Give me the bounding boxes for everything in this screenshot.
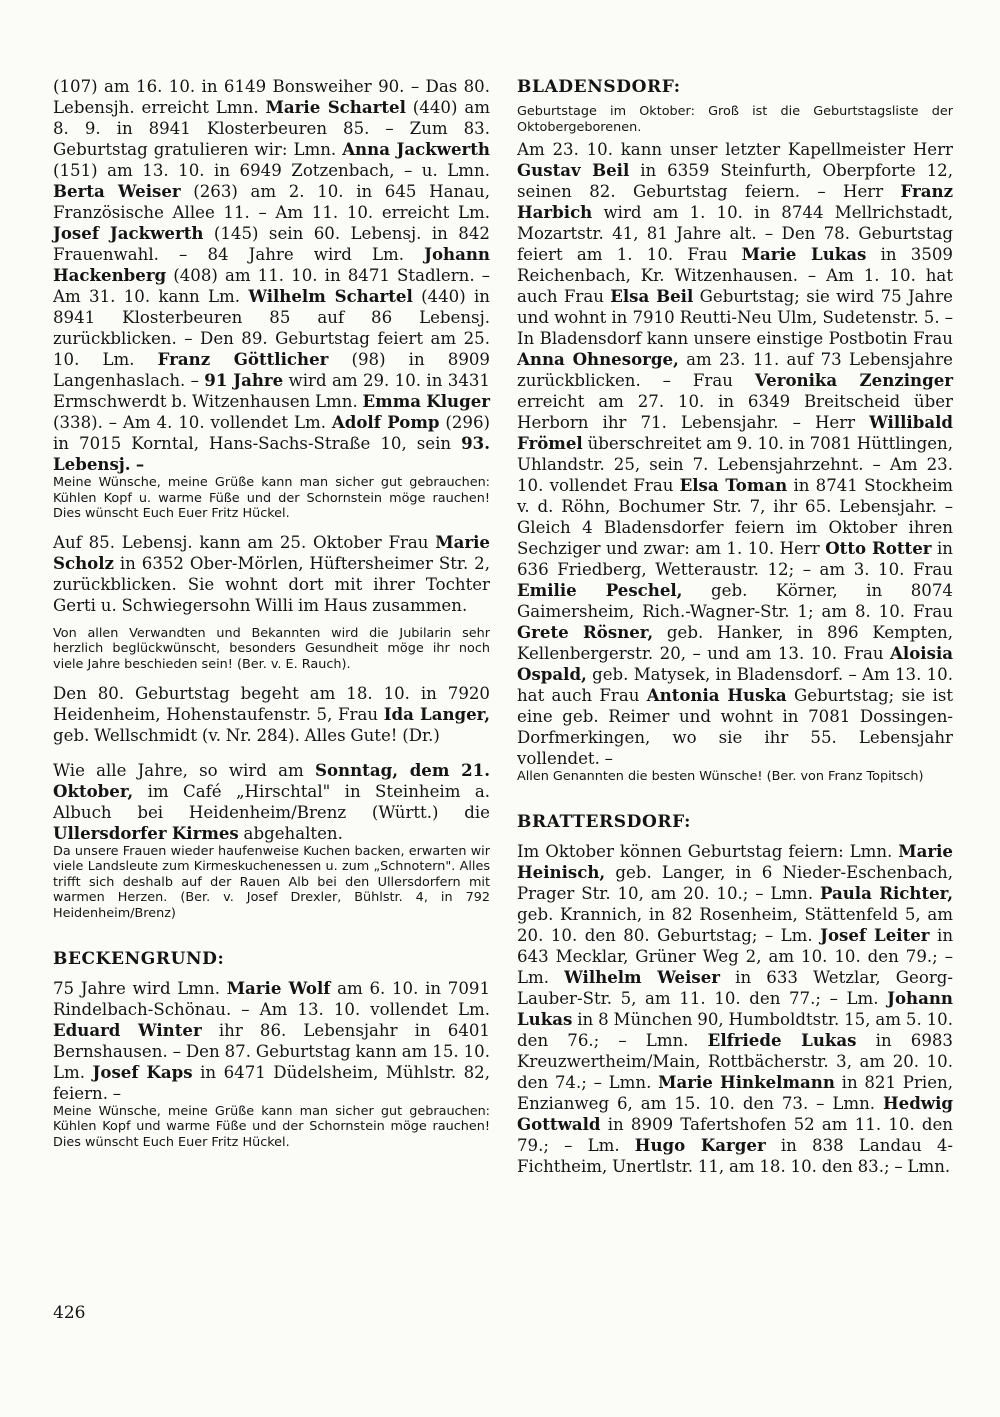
text-run: in 6471 Düdelsheim, Mühlstr. 82, feiern. – [53, 1062, 490, 1103]
person-name: Josef Kaps [92, 1061, 193, 1082]
person-name: Berta Weiser [53, 181, 181, 201]
section-heading-beckengrund: BECKENGRUND: [53, 948, 225, 969]
text-run: in 643 Mecklar, Grüner Weg 2, am 10. 10. den 79.; – Lm. [517, 925, 953, 987]
text-run: Auf 85. Lebensj. kann am 25. Oktober Frau [53, 532, 436, 552]
text-run: geb. Krannich, in 82 Rosenheim, Stättenfeld 5, am 20. 10. den 80. Geburtstag; – Lm. [517, 904, 953, 945]
person-name: Marie Heinisch, [517, 840, 953, 882]
kirmes-announcement [53, 760, 490, 844]
person-name: Anna Jackwerth [342, 139, 490, 159]
text-run: geb. Matysek, in Bladensdorf. – Am 13. 10. hat auch Frau [517, 665, 953, 706]
text-run: in 821 Prien, Enzianweg 6, am 15. 10. den 73. – Lmn. [517, 1072, 953, 1113]
text-run: (151) am 13. 10. in 6949 Zotzenbach, – u. Lmn. [53, 161, 490, 180]
text-run: (440) in 8941 Klosterbeuren 85 auf 86 Lebensj. zurückblicken. – Den 89. Geburtstag feiert am 25. 10. Lm. [53, 287, 490, 369]
text-run: im Café „Hirschtal" in Steinheim a. Albuch bei Heidenheim/Brenz (Württ.) die [53, 781, 490, 822]
text-run: (408) am 11. 10. in 8471 Stadlern. – Am 31. 10. kann Lm. [53, 266, 490, 306]
person-name: Ida Langer, [383, 703, 490, 724]
person-name: Emma Kluger [362, 391, 491, 411]
text-run: in 838 Landau 4-Fichtheim, Unertlstr. 11, am 18. 10. den 83.; – Lmn. [517, 1135, 953, 1176]
text-run: überschreitet am 9. 10. in 7081 Hüttlingen, Uhlandstr. 25, sein 7. Lebensjahrzehnt. – Am 23. 10. vollendet Frau [517, 434, 953, 496]
event-date: Sonntag, dem 21. Oktober, [53, 759, 491, 801]
section-heading-brattersdorf: BRATTERSDORF: [517, 811, 692, 832]
text-run: in 8909 Tafertshofen 52 am 11. 10. den 79.; – Lm. [517, 1114, 953, 1155]
brattersdorf-paragraph [517, 841, 953, 1177]
person-name: Johann Hackenberg [53, 244, 490, 285]
text-run: in 6983 Kreuzwertheim/Main, Rottbächerstr. 3, am 20. 10. den 74.; – Lmn. [517, 1030, 953, 1092]
person-name: Eduard Winter [53, 1019, 202, 1040]
text-run: Geburtstag; sie wird 75 Jahre und wohnt in 7910 Reutti-Neu Ulm, Sudetenstr. 5. – In Bladensdorf kann unsere einstige Postbotin Frau [517, 287, 953, 349]
text-run: in 3509 Reichenbach, Kr. Witzenhausen. – Am 1. 10. hat auch Frau [517, 245, 953, 307]
text-run: in 6359 Steinfurth, Oberpforte 12, seinen 82. Geburtstag feiern. – Herr [517, 161, 953, 202]
emphasis: 91 Jahre [204, 370, 284, 390]
person-name: Marie Scholz [53, 531, 490, 573]
text-run: Geburtstag; sie ist eine geb. Reimer und wohnt in 7081 Dossingen-Dorfmerkingen, wo sie ihr 55. Lebensjahr vollendet. – [517, 686, 954, 769]
text-run: in 8 München 90, Humboldtstr. 15, am 5. 10. den 76.; – Lmn. [517, 1009, 953, 1050]
emphasis: 93. Lebensj. – [53, 433, 490, 474]
person-name: Elsa Beil [610, 286, 694, 307]
text-run: (145) sein 60. Lebensj. in 842 Frauenwahl. – 84 Jahre wird Lm. [53, 224, 490, 264]
text-run: wird am 29. 10. in 3431 Ermschwerdt b. Witzenhausen Lmn. [53, 371, 490, 411]
text-run: in 8741 Stockheim v. d. Röhn, Bochumer Str. 7, ihr 65. Lebensjahr. – Gleich 4 Bladensdorfer feiern im Oktober ihren Sechziger und zwar: am 1. 10. Herr [517, 476, 953, 559]
text-run: (98) in 8909 Langenhaslach. – [53, 350, 490, 390]
text-run: (296) in 7015 Korntal, Hans-Sachs-Straße 10, sein [53, 413, 490, 453]
page-number: 426 [53, 1303, 86, 1323]
person-name: Josef Leiter [820, 924, 930, 945]
section-heading-bladensdorf: BLADENSDORF: [517, 77, 681, 97]
person-name: Antonia Huska [646, 685, 787, 706]
text-run: geb. Körner, in 8074 Gaimersheim, Rich.-Wagner-Str. 1; am 8. 10. Frau [517, 581, 953, 622]
person-name: Elfriede Lukas [707, 1029, 857, 1050]
text-run: Am 23. 10. kann unser letzter Kapellmeister Herr [517, 140, 953, 160]
person-name: Wilhelm Schartel [248, 286, 413, 306]
person-name: Marie Schartel [265, 97, 406, 117]
birthday-paragraph-2 [53, 532, 490, 616]
birthday-paragraph-1 [53, 76, 490, 475]
text-run: Im Oktober können Geburtstag feiern: Lmn. [517, 841, 899, 861]
person-name: Franz Göttlicher [157, 349, 329, 369]
bladensdorf-intro: Geburtstage im Oktober: Groß ist die Geburtstagsliste der Oktobergeborenen. [517, 104, 953, 135]
person-name: Marie Hinkelmann [658, 1071, 835, 1092]
person-name: Johann Lukas [517, 987, 953, 1029]
text-run: geb. Wellschmidt (v. Nr. 284). Alles Gute! (Dr.) [53, 725, 440, 745]
text-run: (338). – Am 4. 10. vollendet Lm. [53, 413, 332, 432]
text-run: erreicht am 27. 10. in 6349 Breitscheid über Herborn ihr 71. Lebensjahr. – Herr [517, 392, 953, 433]
right-column [517, 76, 953, 1177]
person-name: Willibald Frömel [517, 412, 953, 454]
person-name: Marie Lukas [741, 244, 867, 265]
person-name: Elsa Toman [679, 475, 788, 496]
person-name: Otto Rotter [825, 538, 932, 559]
text-run: abgehalten. [238, 823, 343, 843]
person-name: Veronika Zenzinger [754, 370, 953, 391]
text-run: am 6. 10. in 7091 Rindelbach-Schönau. – Am 13. 10. vollendet Lm. [53, 978, 491, 1019]
text-run: wird am 1. 10. in 8744 Mellrichstadt, Mozartstr. 41, 81 Jahre alt. – Den 78. Geburtstag feiert am 1. 10. Frau [517, 203, 953, 265]
person-name: Grete Rösner, [517, 622, 654, 643]
person-name: Adolf Pomp [331, 412, 440, 432]
text-run: Wie alle Jahre, so wird am [53, 760, 315, 780]
bladensdorf-paragraph [517, 139, 953, 769]
text-run: am 23. 11. auf 73 Lebensjahre zurückblicken. – Frau [517, 350, 954, 391]
person-name: Franz Harbich [517, 181, 953, 223]
text-run: (107) am 16. 10. in 6149 Bonsweiher 90. – Das 80. Lebensjh. erreicht Lmn. [53, 77, 490, 117]
text-run: in 636 Friedberg, Wetteraustr. 12; – am 3. 10. Frau [517, 539, 953, 580]
event-name: Ullersdorfer Kirmes [53, 822, 239, 843]
congratulation-note: Von allen Verwandten und Bekannten wird die Jubilarin sehr herzlich beglückwünscht, besonders Gesundheit möge ihr noch viele Jahre beschieden sein! (Ber. v. E. Rauch). [53, 625, 490, 672]
kirmes-note: Da unsere Frauen wieder haufenweise Kuchen backen, erwarten wir viele Landsleute zum Kirmeskuchenessen u. zum „Schnotern". Alles trifft sich deshalb auf der Rauen Alb bei den Ullersdorfern mit warmen Herzen. (Ber. v. Josef Drexler, Bühlstr. 4, in 792 Heidenheim/Brenz) [53, 843, 490, 921]
left-column [53, 76, 490, 1150]
person-name: Gustav Beil [517, 160, 630, 181]
text-run: geb. Langer, in 6 Nieder-Eschenbach, Prager Str. 10, am 20. 10.; – Lmn. [517, 862, 953, 903]
person-name: Hugo Karger [634, 1134, 766, 1155]
text-run: in 6352 Ober-Mörlen, Hüftersheimer Str. 2, zurückblicken. Sie wohnt dort mit ihrer Tochter Gerti u. Schwiegersohn Willi im Haus zusammen. [53, 553, 490, 615]
greeting-note-1: Meine Wünsche, meine Grüße kann man sicher gut gebrauchen: Kühlen Kopf u. warme Füße und der Schornstein möge rauchen! Dies wünscht Euch Euer Fritz Hückel. [53, 475, 490, 522]
person-name: Aloisia Ospald, [517, 643, 953, 685]
person-name: Marie Wolf [226, 977, 331, 998]
bladensdorf-closing-note: Allen Genannten die besten Wünsche! (Ber. von Franz Topitsch) [517, 769, 924, 785]
beckengrund-paragraph [53, 978, 490, 1104]
text-run: (440) am 8. 9. in 8941 Klosterbeuren 85. – Zum 83. Geburtstag gratulieren wir: Lmn. [53, 98, 490, 159]
person-name: Paula Richter, [819, 882, 953, 903]
text-run: (263) am 2. 10. in 645 Hanau, Französische Allee 11. – Am 11. 10. erreicht Lm. [53, 182, 490, 222]
text-run: 75 Jahre wird Lmn. [53, 978, 227, 998]
person-name: Hedwig Gottwald [517, 1092, 953, 1134]
person-name: Emilie Peschel, [517, 580, 683, 601]
text-run: in 633 Wetzlar, Georg-Lauber-Str. 5, am 11. 10. den 77.; – Lm. [517, 967, 953, 1008]
person-name: Josef Jackwerth [53, 223, 204, 243]
text-run: geb. Hanker, in 896 Kempten, Kellenbergerstr. 20, – und am 13. 10. Frau [517, 623, 953, 664]
text-run: ihr 86. Lebensjahr in 6401 Bernshausen. – Den 87. Geburtstag kann am 15. 10. Lm. [53, 1020, 490, 1082]
text-run: Den 80. Geburtstag begeht am 18. 10. in 7920 Heidenheim, Hohenstaufenstr. 5, Frau [53, 683, 490, 724]
person-name: Anna Ohnesorge, [517, 349, 679, 370]
greeting-note-2: Meine Wünsche, meine Grüße kann man sicher gut gebrauchen: Kühlen Kopf und warme Füße und der Schornstein möge rauchen! Dies wünscht Euch Euer Fritz Hückel. [53, 1103, 490, 1150]
birthday-paragraph-3 [53, 683, 490, 746]
person-name: Wilhelm Weiser [564, 966, 721, 987]
